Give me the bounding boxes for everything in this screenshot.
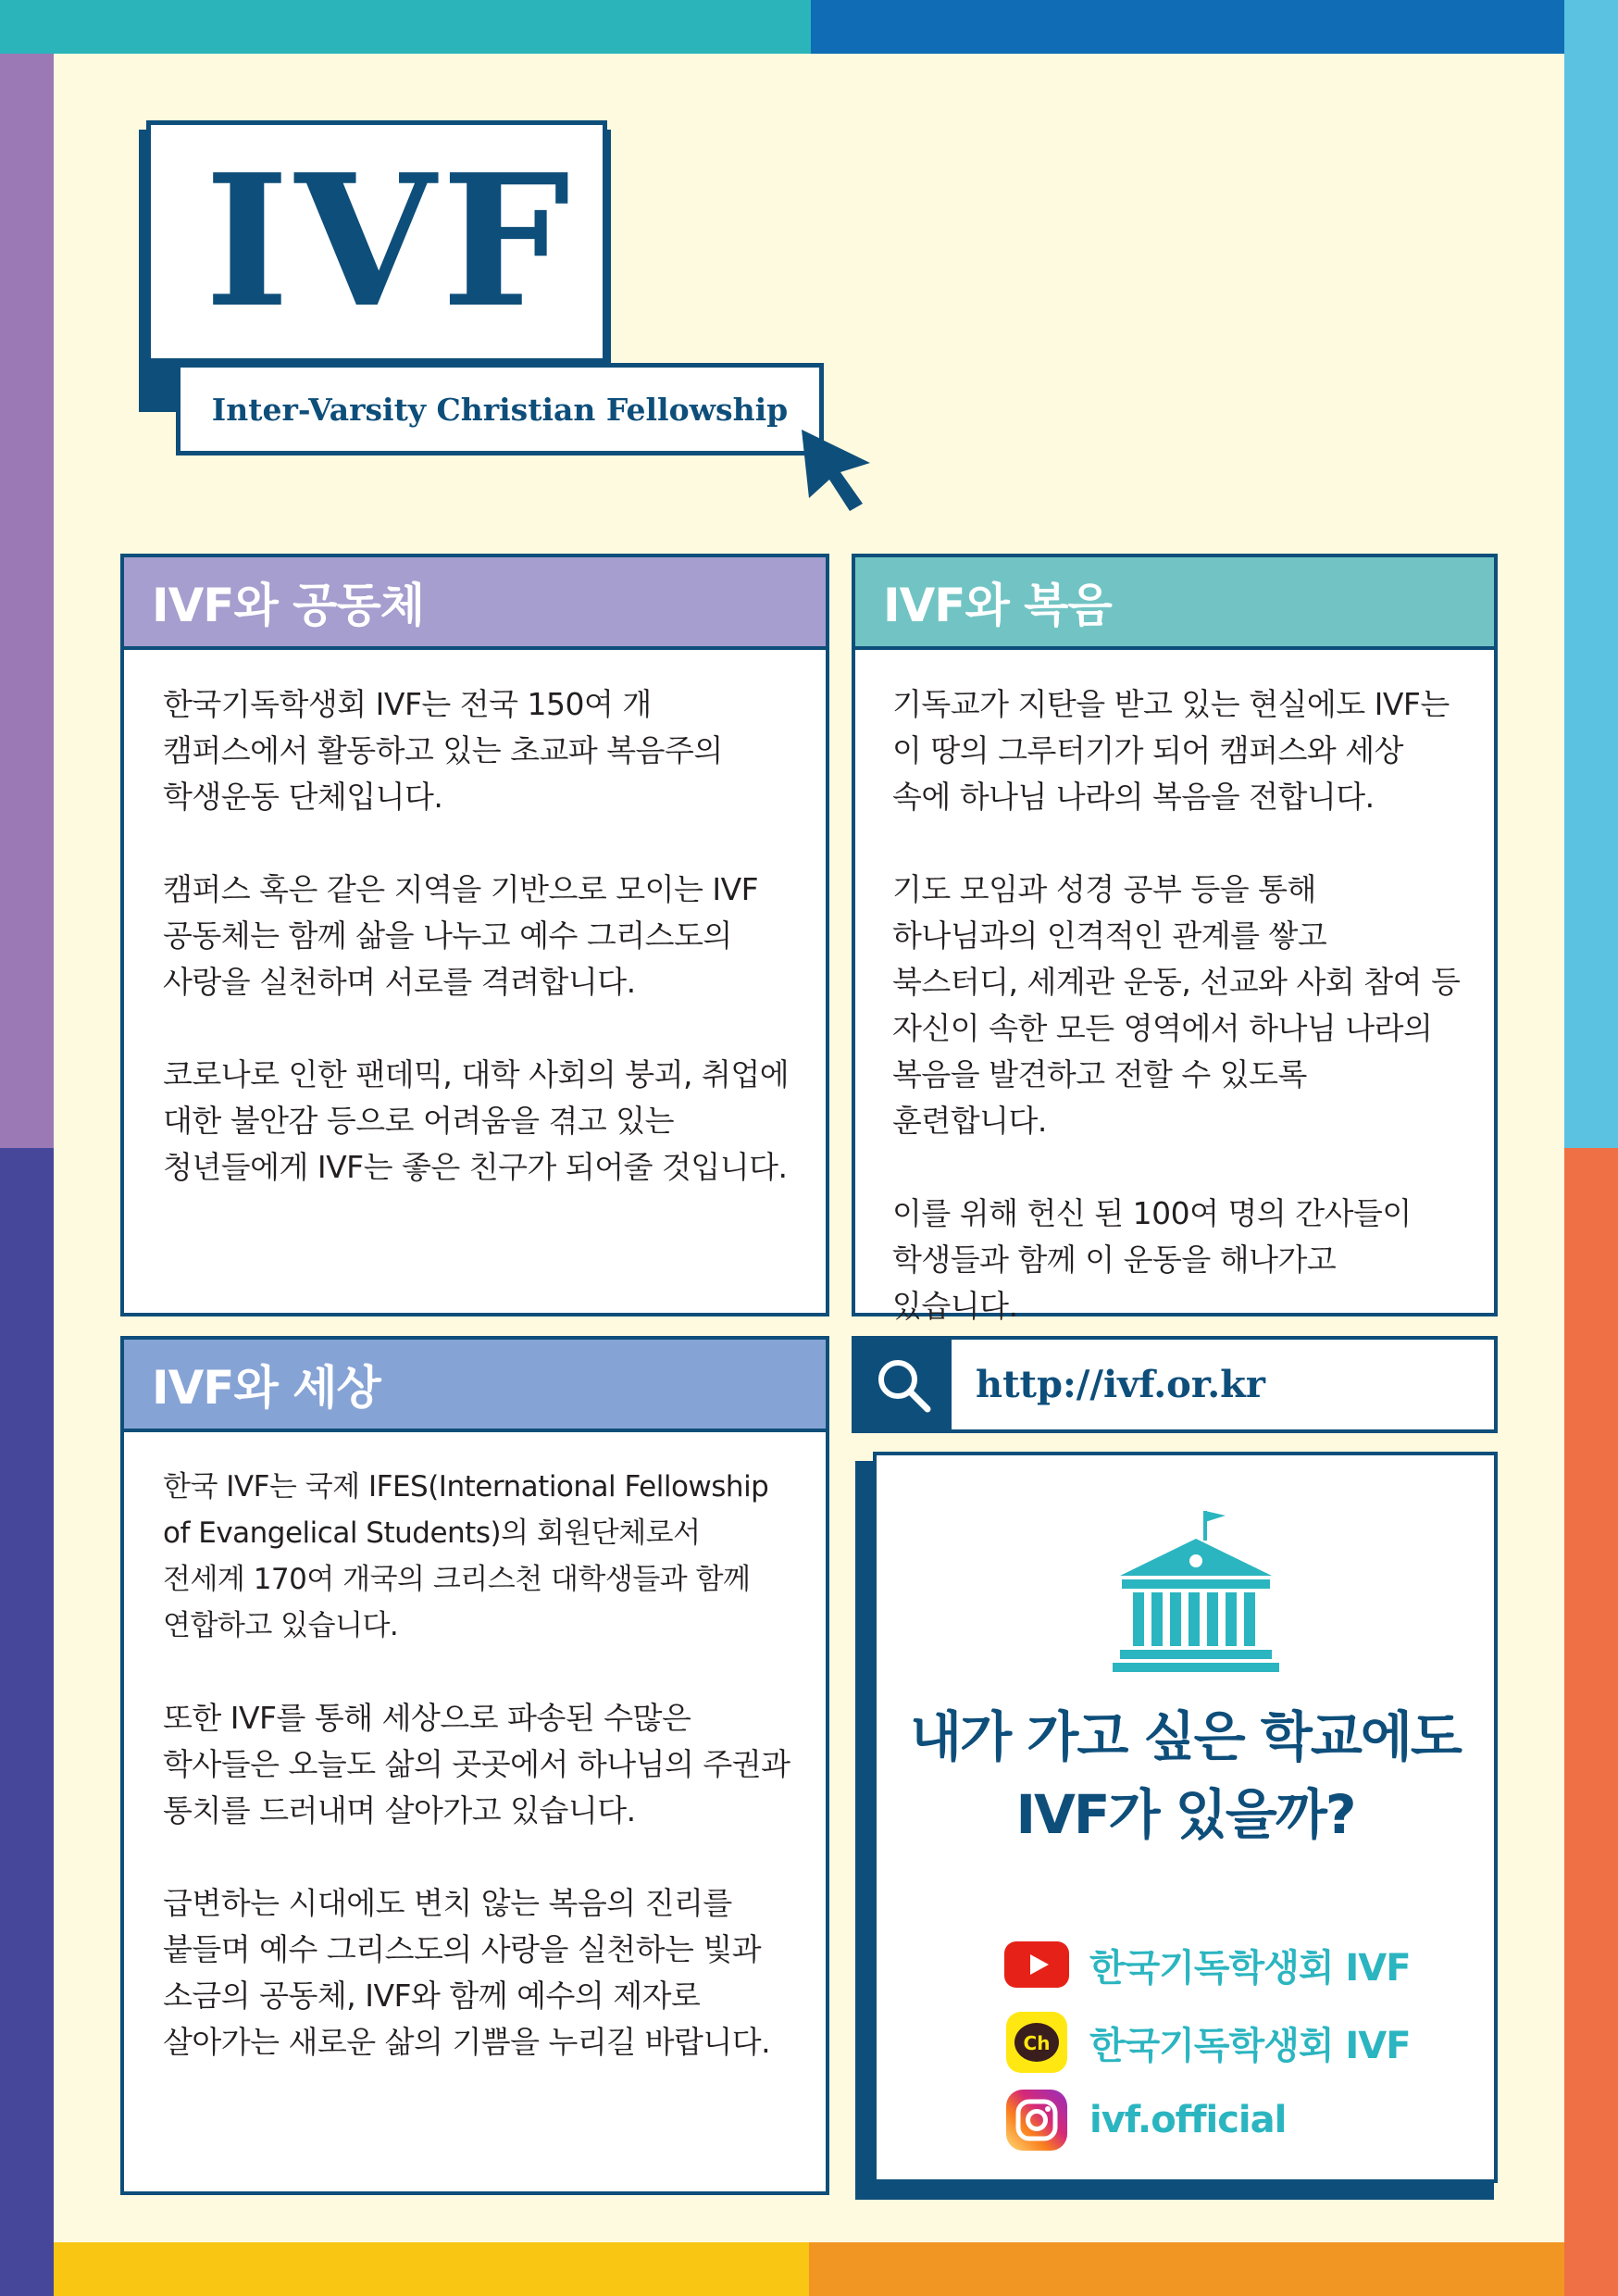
world-paragraph: 또한 IVF를 통해 세상으로 파송된 수많은 학사들은 오늘도 삶의 곳곳에서 하나님의 주권과 통치를 드러내며 살아가고 있습니다. [163,1700,790,1828]
instagram-icon [1004,2090,1069,2151]
website-link-bar[interactable] [852,1336,1498,1433]
left-bar-purple [0,54,54,1148]
world-paragraph: 급변하는 시대에도 변치 않는 복음의 진리를 붙들며 예수 그리스도의 사랑을 실천하는 빛과 소금의 공동체, IVF와 함께 예수의 제자로 살아가는 새로운 삶의 기쁨을 누리길 바랍니다. [163,1885,771,2060]
right-bar-sky [1564,0,1618,1148]
top-bar-teal [0,0,811,54]
logo-tagline: Inter-Varsity Christian Fellowship [211,391,789,428]
promo-box [873,1452,1498,2183]
community-heading: IVF와 공동체 [124,557,826,650]
website-url[interactable]: http://ivf.or.kr [976,1363,1265,1406]
promo-question-line2: IVF가 있을까? [1015,1783,1355,1846]
bottom-bar-orange [809,2242,1564,2296]
world-paragraph: 한국 IVF는 국제 IFES(International Fellowship of Evangelical Students)의 회원단체로서 전세계 170여 개국의 크리스천 대학생들과 함께 연합하고 있습니다. [163,1470,769,1642]
svg-text:Ch: Ch [1023,2032,1051,2054]
top-bar-blue [811,0,1618,54]
youtube-icon [1004,1934,1069,1995]
world-heading: IVF와 세상 [124,1340,826,1432]
kakao-channel-icon [1004,2012,1069,2073]
community-card [120,554,829,1316]
right-bar-orange [1564,1148,1618,2296]
gospel-body [855,650,1494,1329]
bottom-bar-yellow [54,2242,809,2296]
gospel-card [852,554,1498,1324]
left-bar-indigo [0,1148,54,2296]
community-body [124,650,826,1191]
instagram-label[interactable]: ivf.official [1089,2099,1287,2141]
community-paragraph: 한국기독학생회 IVF는 전국 150여 개 캠퍼스에서 활동하고 있는 초교파 복음주의 학생운동 단체입니다. [163,686,723,815]
youtube-label[interactable]: 한국기독학생회 IVF [1089,1946,1411,1990]
world-card [120,1336,829,2195]
search-icon [874,1355,933,1415]
promo-question [877,1698,1494,1853]
logo-title: IVF [205,135,576,348]
cursor-arrow-icon [798,426,876,513]
community-paragraph: 캠퍼스 혹은 같은 지역을 기반으로 모이는 IVF 공동체는 함께 삶을 나누고 예수 그리스도의 사랑을 실천하며 서로를 격려합니다. [163,871,759,1000]
kakao-channel-label[interactable]: 한국기독학생회 IVF [1089,2024,1411,2067]
logo-tagline-box [176,363,824,455]
gospel-paragraph: 기도 모임과 성경 공부 등을 통해 하나님과의 인격적인 관계를 쌓고 북스터디, 세계관 운동, 선교와 사회 참여 등 자신이 속한 모든 영역에서 하나님 나라의 복음을 발견하고 전할 수 있도록 훈련합니다. [892,871,1461,1139]
world-body [124,1432,826,2065]
kakao-channel-link[interactable] [1004,2009,1411,2076]
youtube-link[interactable] [1004,1931,1411,1998]
gospel-heading: IVF와 복음 [855,557,1494,650]
gospel-paragraph: 이를 위해 헌신 된 100여 명의 간사들이 학생들과 함께 이 운동을 해나가고 있습니다. [892,1195,1412,1324]
promo-question-line1: 내가 가고 싶은 학교에도 [910,1705,1461,1768]
university-building-icon [1113,1504,1279,1675]
gospel-paragraph: 기독교가 지탄을 받고 있는 현실에도 IVF는 이 땅의 그루터기가 되어 캠퍼스와 세상 속에 하나님 나라의 복음을 전합니다. [892,686,1450,815]
search-icon-box [855,1340,952,1429]
logo-box [146,120,607,363]
community-paragraph: 코로나로 인한 팬데믹, 대학 사회의 붕괴, 취업에 대한 불안감 등으로 어려움을 겪고 있는 청년들에게 IVF는 좋은 친구가 되어줄 것입니다. [163,1056,790,1185]
instagram-link[interactable] [1004,2087,1286,2153]
